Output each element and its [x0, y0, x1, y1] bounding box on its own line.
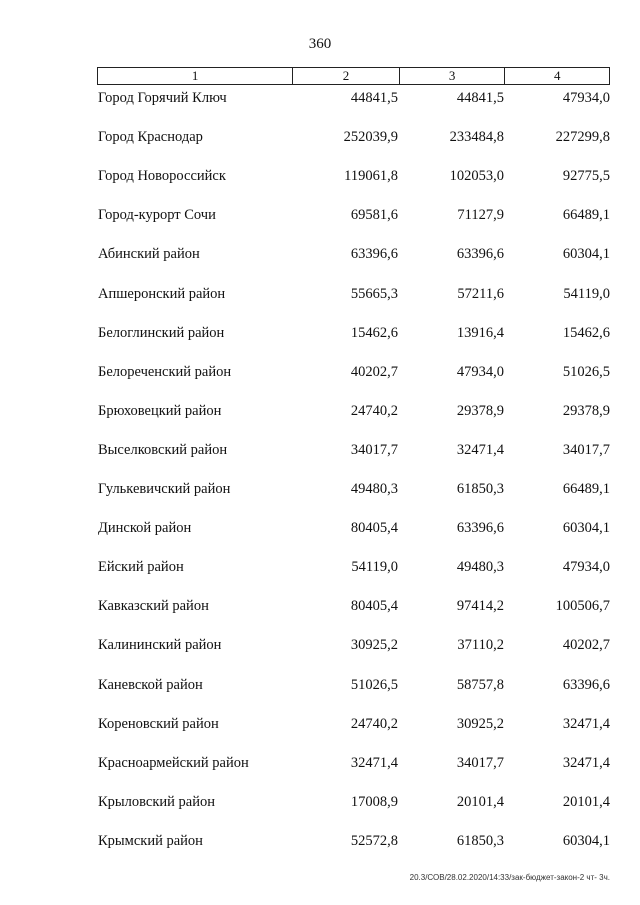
- row-value-col-4: 29378,9: [562, 402, 610, 419]
- row-value-col-2: 40202,7: [350, 363, 398, 380]
- table-row: [97, 792, 610, 812]
- row-value-col-3: 49480,3: [456, 559, 504, 576]
- row-value-col-4: 47934,0: [562, 90, 610, 106]
- row-value-col-4: 60304,1: [562, 832, 610, 849]
- row-value-col-4: 227299,8: [555, 129, 610, 146]
- table-row: [97, 88, 610, 108]
- row-value-col-4: 54119,0: [563, 285, 610, 302]
- row-value-col-3: 32471,4: [456, 441, 504, 458]
- row-value-col-4: 60304,1: [562, 520, 610, 537]
- row-value-col-4: 20101,4: [562, 793, 610, 810]
- row-value-col-4: 100506,7: [555, 598, 610, 615]
- table-row: [97, 557, 610, 577]
- row-value-col-2: 17008,9: [350, 793, 398, 810]
- row-value-col-2: 63396,6: [350, 246, 398, 263]
- row-value-col-3: 102053,0: [449, 168, 504, 185]
- table-row: [97, 518, 610, 538]
- header-col-1: 1: [98, 68, 293, 84]
- row-name: Выселковский район: [98, 441, 228, 458]
- row-value-col-3: 63396,6: [456, 246, 504, 263]
- row-value-col-2: 52572,8: [350, 832, 398, 849]
- page-number: 360: [308, 36, 332, 52]
- row-value-col-3: 29378,9: [456, 402, 504, 419]
- row-value-col-3: 13916,4: [456, 324, 504, 341]
- row-value-col-3: 71127,9: [457, 207, 504, 224]
- row-value-col-4: 32471,4: [562, 754, 610, 771]
- row-value-col-2: 54119,0: [351, 559, 398, 576]
- row-value-col-2: 24740,2: [350, 715, 398, 732]
- row-value-col-2: 15462,6: [350, 324, 398, 341]
- table-row: [97, 166, 610, 186]
- row-name: Город-курорт Сочи: [98, 207, 216, 224]
- row-name: Кавказский район: [98, 598, 209, 615]
- row-value-col-4: 34017,7: [562, 441, 610, 458]
- row-value-col-3: 34017,7: [456, 754, 504, 771]
- row-value-col-3: 30925,2: [456, 715, 504, 732]
- row-name: Кореновский район: [98, 715, 219, 732]
- row-name: Белоглинский район: [98, 324, 225, 341]
- row-name: Динской район: [98, 520, 192, 537]
- row-value-col-4: 66489,1: [562, 481, 610, 497]
- row-value-col-2: 30925,2: [350, 637, 398, 654]
- row-name: Каневской район: [98, 676, 203, 693]
- row-value-col-2: 80405,4: [350, 520, 398, 537]
- row-value-col-2: 32471,4: [350, 754, 398, 771]
- table-row: [97, 284, 610, 304]
- table-row: [97, 401, 610, 421]
- row-name: Крыловский район: [98, 793, 215, 810]
- row-value-col-3: 61850,3: [456, 832, 504, 849]
- row-value-col-2: 80405,4: [350, 598, 398, 615]
- row-value-col-2: 55665,3: [350, 285, 398, 302]
- row-name: Калининский район: [98, 637, 222, 654]
- row-value-col-4: 63396,6: [562, 676, 610, 693]
- table-row: [97, 323, 610, 343]
- row-value-col-4: 47934,0: [562, 559, 610, 576]
- footer-code: 20.3/СОВ/28.02.2020/14:33/зак-бюджет-закон-2 чт- 3ч.: [409, 873, 610, 882]
- row-value-col-3: 58757,8: [456, 676, 504, 693]
- row-name: Абинский район: [98, 246, 200, 263]
- table-row: [97, 753, 610, 773]
- row-value-col-4: 92775,5: [562, 168, 610, 185]
- table-row: [97, 714, 610, 734]
- row-value-col-2: 252039,9: [343, 129, 398, 146]
- table-row: [97, 675, 610, 695]
- row-value-col-2: 34017,7: [350, 441, 398, 458]
- row-value-col-3: 61850,3: [456, 481, 504, 497]
- row-value-col-3: 20101,4: [456, 793, 504, 810]
- table-row: [97, 635, 610, 655]
- row-name: Апшеронский район: [98, 285, 226, 302]
- table-row: [97, 596, 610, 616]
- row-name: Гулькевичский район: [98, 481, 231, 497]
- row-name: Город Новороссийск: [98, 168, 226, 185]
- row-value-col-2: 49480,3: [350, 481, 398, 497]
- row-name: Белореченский район: [98, 363, 232, 380]
- row-value-col-2: 69581,6: [350, 207, 398, 224]
- table-row: [97, 440, 610, 460]
- row-value-col-2: 44841,5: [350, 90, 398, 106]
- table-row: [97, 205, 610, 225]
- row-value-col-4: 51026,5: [562, 363, 610, 380]
- row-value-col-3: 37110,2: [457, 637, 504, 654]
- row-value-col-4: 60304,1: [562, 246, 610, 263]
- row-name: Город Краснодар: [98, 129, 203, 146]
- row-value-col-3: 57211,6: [457, 285, 504, 302]
- row-value-col-4: 32471,4: [562, 715, 610, 732]
- table-row: [97, 244, 610, 264]
- header-col-2: 2: [293, 68, 400, 84]
- row-name: Красноармейский район: [98, 754, 249, 771]
- row-value-col-2: 24740,2: [350, 402, 398, 419]
- row-value-col-3: 63396,6: [456, 520, 504, 537]
- table-row: [97, 479, 610, 499]
- row-value-col-2: 119061,8: [344, 168, 398, 185]
- row-name: Брюховецкий район: [98, 402, 222, 419]
- row-name: Город Горячий Ключ: [98, 90, 227, 106]
- header-col-4: 4: [553, 68, 561, 83]
- table-row: [97, 362, 610, 382]
- header-col-3: 3: [400, 68, 506, 84]
- row-value-col-3: 47934,0: [456, 363, 504, 380]
- row-value-col-2: 51026,5: [350, 676, 398, 693]
- table-row: [97, 831, 610, 851]
- row-value-col-3: 44841,5: [456, 90, 504, 106]
- table-row: [97, 127, 610, 147]
- row-name: Ейский район: [98, 559, 184, 576]
- row-value-col-4: 15462,6: [562, 324, 610, 341]
- row-value-col-3: 233484,8: [449, 129, 504, 146]
- row-value-col-4: 66489,1: [562, 207, 610, 224]
- row-value-col-3: 97414,2: [456, 598, 504, 615]
- row-name: Крымский район: [98, 832, 203, 849]
- row-value-col-4: 40202,7: [562, 637, 610, 654]
- table-header: [97, 67, 610, 85]
